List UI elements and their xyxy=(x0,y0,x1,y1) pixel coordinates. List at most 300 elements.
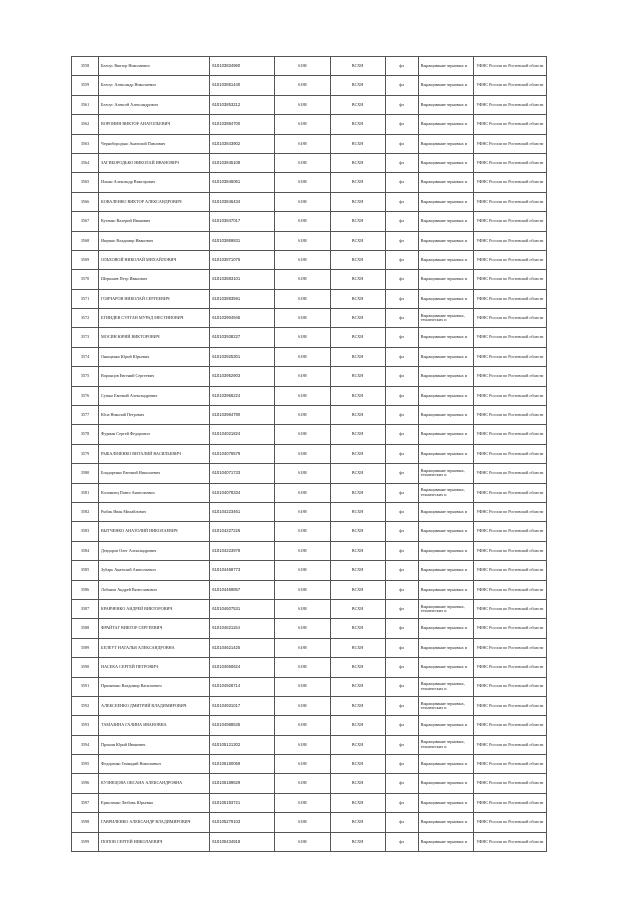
type-column: ВСХН xyxy=(351,237,364,243)
activity-description: Выращивание зерновых, технических и xyxy=(420,312,465,323)
tax-id-cell xyxy=(210,599,275,618)
code-column-cell xyxy=(275,755,330,774)
tax-authority: УФНС России по Ростовской области xyxy=(476,334,544,340)
tax-id: 610103871075 xyxy=(212,256,241,262)
row-number: 3562 xyxy=(80,121,90,127)
person-name-cell xyxy=(99,231,210,250)
table-row xyxy=(72,716,547,735)
type-column: ВСХН xyxy=(351,159,364,165)
table-row xyxy=(72,115,547,134)
code-column: 6188 xyxy=(298,218,307,224)
table-row xyxy=(72,561,547,580)
row-number: 3578 xyxy=(80,431,90,437)
tax-id: 610103938227 xyxy=(212,334,241,340)
person-name: ГОНЧАРОВ НИКОЛАЙ СЕРГЕЕВИЧ xyxy=(101,295,170,301)
person-type: фл xyxy=(399,140,404,146)
person-type: фл xyxy=(399,722,404,728)
table-row xyxy=(72,832,547,851)
type-column: ВСХН xyxy=(351,140,364,146)
code-column: 6188 xyxy=(298,159,307,165)
person-name-cell xyxy=(99,464,210,483)
row-number: 3599 xyxy=(80,838,90,844)
table-row xyxy=(72,347,547,366)
tax-id-cell xyxy=(210,561,275,580)
activity-description-cell xyxy=(418,464,473,483)
tax-id-cell xyxy=(210,328,275,347)
code-column: 6188 xyxy=(298,722,307,728)
type-column: ВСХН xyxy=(351,470,364,476)
type-column-cell xyxy=(330,134,385,153)
person-type: фл xyxy=(399,101,404,107)
row-number: 3587 xyxy=(80,605,90,611)
type-column: ВСХН xyxy=(351,392,364,398)
activity-description-cell xyxy=(418,561,473,580)
tax-id-cell xyxy=(210,76,275,95)
person-name: КОВАЛЕНКО ВИКТОР АЛЕКСАНДРОВИЧ xyxy=(101,198,182,204)
code-column: 6188 xyxy=(298,528,307,534)
type-column: ВСХН xyxy=(351,838,364,844)
table-row xyxy=(72,270,547,289)
code-column: 6188 xyxy=(298,140,307,146)
person-type-cell xyxy=(385,716,418,735)
row-number: 3586 xyxy=(80,586,90,592)
tax-id: 610104078334 xyxy=(212,489,241,495)
code-column: 6188 xyxy=(298,295,307,301)
person-name-cell xyxy=(99,483,210,502)
table-row xyxy=(72,658,547,677)
type-column: ВСХН xyxy=(351,62,364,68)
tax-id: 610105189629 xyxy=(212,780,241,786)
row-number: 3582 xyxy=(80,508,90,514)
activity-description-cell xyxy=(418,173,473,192)
row-number-cell xyxy=(72,444,99,463)
row-number-cell xyxy=(72,561,99,580)
person-name-cell xyxy=(99,347,210,366)
type-column: ВСХН xyxy=(351,644,364,650)
tax-authority: УФНС России по Ростовской области xyxy=(476,625,544,631)
tax-id-cell xyxy=(210,386,275,405)
person-name-cell xyxy=(99,832,210,851)
person-name-cell xyxy=(99,386,210,405)
tax-id: 610103893591 xyxy=(212,295,241,301)
person-type: фл xyxy=(399,761,404,767)
tax-authority-cell xyxy=(473,406,546,425)
row-number-cell xyxy=(72,774,99,793)
code-column: 6188 xyxy=(298,256,307,262)
row-number: 3591 xyxy=(80,683,90,689)
activity-description-cell xyxy=(418,619,473,638)
activity-description: Выращивание зерновых и xyxy=(420,276,467,282)
tax-authority: УФНС России по Ростовской области xyxy=(476,470,544,476)
code-column: 6188 xyxy=(298,761,307,767)
code-column: 6188 xyxy=(298,664,307,670)
person-type: фл xyxy=(399,373,404,379)
person-name: ФРАЙТАГ ВИКТОР СЕРГЕЕВИЧ xyxy=(101,625,163,631)
activity-description: Выращивание зерновых и xyxy=(420,780,467,786)
person-type-cell xyxy=(385,832,418,851)
type-column-cell xyxy=(330,580,385,599)
tax-authority: УФНС России по Ростовской области xyxy=(476,198,544,204)
person-name-cell xyxy=(99,367,210,386)
tax-authority-cell xyxy=(473,367,546,386)
person-type: фл xyxy=(399,276,404,282)
tax-id-cell xyxy=(210,115,275,134)
row-number: 3585 xyxy=(80,567,90,573)
type-column: ВСХН xyxy=(351,528,364,534)
code-column: 6188 xyxy=(298,489,307,495)
person-type: фл xyxy=(399,528,404,534)
type-column: ВСХН xyxy=(351,82,364,88)
type-column: ВСХН xyxy=(351,780,364,786)
tax-id: 610104223978 xyxy=(212,547,241,553)
code-column-cell xyxy=(275,541,330,560)
tax-authority-cell xyxy=(473,444,546,463)
tax-authority: УФНС России по Ростовской области xyxy=(476,315,544,321)
type-column-cell xyxy=(330,444,385,463)
row-number: 3575 xyxy=(80,373,90,379)
registry-table-body xyxy=(72,57,547,852)
person-type: фл xyxy=(399,218,404,224)
code-column-cell xyxy=(275,735,330,754)
table-row xyxy=(72,638,547,657)
type-column-cell xyxy=(330,406,385,425)
person-name-cell xyxy=(99,677,210,696)
tax-id: 610104076579 xyxy=(212,450,241,456)
table-row xyxy=(72,192,547,211)
tax-id: 610103884700 xyxy=(212,121,241,127)
tax-authority: УФНС России по Ростовской области xyxy=(476,353,544,359)
activity-description: Выращивание зерновых и xyxy=(420,218,467,224)
type-column-cell xyxy=(330,522,385,541)
row-number-cell xyxy=(72,367,99,386)
code-column-cell xyxy=(275,406,330,425)
row-number-cell xyxy=(72,638,99,657)
person-type: фл xyxy=(399,470,404,476)
table-row xyxy=(72,444,547,463)
person-name: Рыбак Иван Михайлович xyxy=(101,508,146,514)
type-column: ВСХН xyxy=(351,702,364,708)
type-column-cell xyxy=(330,212,385,231)
tax-authority-cell xyxy=(473,464,546,483)
tax-id: 610104621425 xyxy=(212,644,241,650)
type-column: ВСХН xyxy=(351,489,364,495)
row-number: 3566 xyxy=(80,198,90,204)
activity-description-cell xyxy=(418,774,473,793)
code-column-cell xyxy=(275,192,330,211)
row-number: 3583 xyxy=(80,528,90,534)
person-name-cell xyxy=(99,813,210,832)
row-number: 3561 xyxy=(80,101,90,107)
person-type: фл xyxy=(399,702,404,708)
code-column: 6188 xyxy=(298,450,307,456)
person-type-cell xyxy=(385,483,418,502)
table-row xyxy=(72,483,547,502)
person-name-cell xyxy=(99,406,210,425)
activity-description: Выращивание зерновых и xyxy=(420,838,467,844)
code-column: 6188 xyxy=(298,353,307,359)
code-column: 6188 xyxy=(298,586,307,592)
person-type-cell xyxy=(385,173,418,192)
type-column-cell xyxy=(330,464,385,483)
type-column: ВСХН xyxy=(351,625,364,631)
activity-description-cell xyxy=(418,425,473,444)
tax-authority-cell xyxy=(473,638,546,657)
tax-authority: УФНС России по Ростовской области xyxy=(476,702,544,708)
code-column-cell xyxy=(275,561,330,580)
tax-id-cell xyxy=(210,502,275,521)
activity-description: Выращивание зерновых и xyxy=(420,295,467,301)
tax-id: 610104071733 xyxy=(212,470,241,476)
tax-id: 610104021824 xyxy=(212,431,241,437)
tax-id-cell xyxy=(210,793,275,812)
table-row xyxy=(72,580,547,599)
type-column: ВСХН xyxy=(351,431,364,437)
activity-description: Выращивание зерновых, технических и xyxy=(420,700,465,711)
type-column-cell xyxy=(330,696,385,715)
person-name-cell xyxy=(99,425,210,444)
tax-authority: УФНС России по Ростовской области xyxy=(476,179,544,185)
person-type-cell xyxy=(385,212,418,231)
tax-authority: УФНС России по Ростовской области xyxy=(476,780,544,786)
type-column-cell xyxy=(330,425,385,444)
type-column: ВСХН xyxy=(351,819,364,825)
person-type: фл xyxy=(399,412,404,418)
activity-description: Выращивание зерновых и xyxy=(420,353,467,359)
tax-authority-cell xyxy=(473,270,546,289)
activity-description-cell xyxy=(418,309,473,328)
type-column-cell xyxy=(330,677,385,696)
code-column: 6188 xyxy=(298,799,307,805)
activity-description: Выращивание зерновых, технических и xyxy=(420,739,465,749)
person-name: ТАМАЗИНА ГАЛИНА ИВАНОВНА xyxy=(101,722,167,728)
activity-description-cell xyxy=(418,599,473,618)
tax-id-cell xyxy=(210,677,275,696)
code-column-cell xyxy=(275,677,330,696)
activity-description: Выращивание зерновых, технических и xyxy=(420,487,465,497)
person-name: Ермоленко Любовь Юрьевна xyxy=(101,799,153,805)
tax-authority: УФНС России по Ростовской области xyxy=(476,82,544,88)
tax-id-cell xyxy=(210,367,275,386)
activity-description-cell xyxy=(418,212,473,231)
activity-description: Выращивание зерновых и xyxy=(420,664,467,670)
activity-description-cell xyxy=(418,270,473,289)
code-column-cell xyxy=(275,599,330,618)
table-row xyxy=(72,793,547,812)
row-number: 3559 xyxy=(80,82,90,88)
code-column-cell xyxy=(275,367,330,386)
table-row xyxy=(72,502,547,521)
code-column-cell xyxy=(275,716,330,735)
activity-description: Выращивание зерновых, технических и xyxy=(420,681,465,691)
person-type-cell xyxy=(385,502,418,521)
type-column: ВСХН xyxy=(351,683,364,689)
type-column-cell xyxy=(330,367,385,386)
code-column-cell xyxy=(275,212,330,231)
row-number-cell xyxy=(72,658,99,677)
person-name: Пряхненко Владимир Васильевич xyxy=(101,683,162,689)
code-column-cell xyxy=(275,813,330,832)
tax-authority-cell xyxy=(473,328,546,347)
tax-id-cell xyxy=(210,134,275,153)
type-column: ВСХН xyxy=(351,373,364,379)
person-name-cell xyxy=(99,192,210,211)
tax-id: 610104931017 xyxy=(212,702,241,708)
code-column: 6188 xyxy=(298,412,307,418)
type-column-cell xyxy=(330,813,385,832)
row-number: 3563 xyxy=(80,140,90,146)
type-column-cell xyxy=(330,192,385,211)
table-row xyxy=(72,735,547,754)
person-name: КРАВЧЕНКО АНДРЕЙ ВИКТОРОВИЧ xyxy=(101,605,173,611)
person-name: Кутенко Валерий Иванович xyxy=(101,218,151,224)
row-number-cell xyxy=(72,716,99,735)
table-row xyxy=(72,386,547,405)
tax-authority-cell xyxy=(473,425,546,444)
person-name: Онищенко Юрий Юрьевич xyxy=(101,353,150,359)
activity-description-cell xyxy=(418,483,473,502)
activity-description-cell xyxy=(418,716,473,735)
type-column-cell xyxy=(330,716,385,735)
person-type: фл xyxy=(399,567,404,573)
code-column-cell xyxy=(275,425,330,444)
table-row xyxy=(72,599,547,618)
row-number: 3574 xyxy=(80,353,90,359)
person-type: фл xyxy=(399,82,404,88)
tax-id-cell xyxy=(210,425,275,444)
tax-authority-cell xyxy=(473,813,546,832)
type-column-cell xyxy=(330,76,385,95)
type-column-cell xyxy=(330,561,385,580)
person-type-cell xyxy=(385,619,418,638)
row-number-cell xyxy=(72,250,99,269)
table-row xyxy=(72,425,547,444)
code-column-cell xyxy=(275,444,330,463)
row-number: 3570 xyxy=(80,276,90,282)
row-number-cell xyxy=(72,522,99,541)
person-type-cell xyxy=(385,309,418,328)
row-number-cell xyxy=(72,541,99,560)
tax-authority: УФНС России по Ростовской области xyxy=(476,373,544,379)
person-type: фл xyxy=(399,159,404,165)
activity-description-cell xyxy=(418,347,473,366)
type-column: ВСХН xyxy=(351,218,364,224)
activity-description-cell xyxy=(418,638,473,657)
row-number-cell xyxy=(72,115,99,134)
activity-description: Выращивание зерновых и xyxy=(420,412,467,418)
code-column-cell xyxy=(275,696,330,715)
row-number: 3596 xyxy=(80,780,90,786)
tax-id-cell xyxy=(210,716,275,735)
tax-authority-cell xyxy=(473,483,546,502)
tax-authority-cell xyxy=(473,115,546,134)
person-name: БЕЛЕУТ НАТАЛЬЯ АЛЕКСАНДРОВНА xyxy=(101,644,175,650)
person-name: Белоус Виктор Николаевич xyxy=(101,62,150,68)
person-type-cell xyxy=(385,735,418,754)
person-name-cell xyxy=(99,755,210,774)
person-type: фл xyxy=(399,605,404,611)
tax-id: 610103851440 xyxy=(212,82,241,88)
person-type: фл xyxy=(399,664,404,670)
person-name-cell xyxy=(99,580,210,599)
person-name: РЫБАЛЬЧЕНКО ВИТАЛИЙ ВАСИЛЬЕВИЧ xyxy=(101,450,181,456)
person-type: фл xyxy=(399,62,404,68)
row-number-cell xyxy=(72,677,99,696)
person-type-cell xyxy=(385,677,418,696)
tax-id: 610104223461 xyxy=(212,508,241,514)
person-type-cell xyxy=(385,658,418,677)
person-type-cell xyxy=(385,328,418,347)
activity-description: Выращивание зерновых и xyxy=(420,567,467,573)
row-number: 3584 xyxy=(80,547,90,553)
person-type-cell xyxy=(385,115,418,134)
person-name: ЗАГИБОРОДЬКО НИКОЛАЙ ИВАНОВИЧ xyxy=(101,159,179,165)
tax-authority: УФНС России по Ростовской области xyxy=(476,450,544,456)
code-column-cell xyxy=(275,57,330,76)
row-number: 3572 xyxy=(80,315,90,321)
row-number: 3577 xyxy=(80,412,90,418)
person-type: фл xyxy=(399,431,404,437)
tax-authority: УФНС России по Ростовской области xyxy=(476,431,544,437)
tax-authority-cell xyxy=(473,541,546,560)
person-name: ПОПОВ СЕРГЕЙ НИКОЛАЕВИЧ xyxy=(101,838,163,844)
type-column: ВСХН xyxy=(351,198,364,204)
type-column-cell xyxy=(330,541,385,560)
tax-id: 610105434918 xyxy=(212,838,241,844)
type-column: ВСХН xyxy=(351,741,364,747)
tax-authority-cell xyxy=(473,347,546,366)
type-column-cell xyxy=(330,735,385,754)
code-column: 6188 xyxy=(298,644,307,650)
activity-description: Выращивание зерновых, технических и xyxy=(420,603,465,614)
tax-id: 610103952903 xyxy=(212,373,241,379)
table-row xyxy=(72,813,547,832)
type-column-cell xyxy=(330,774,385,793)
activity-description-cell xyxy=(418,444,473,463)
row-number: 3558 xyxy=(80,62,90,68)
row-number: 3592 xyxy=(80,702,90,708)
tax-id: 610103843902 xyxy=(212,140,241,146)
tax-id: 610103869831 xyxy=(212,237,241,243)
code-column-cell xyxy=(275,347,330,366)
tax-authority: УФНС России по Ростовской области xyxy=(476,508,544,514)
person-name: МОСИН ЮРИЙ ВИКТОРОВИЧ xyxy=(101,334,160,340)
code-column-cell xyxy=(275,134,330,153)
table-row xyxy=(72,677,547,696)
code-column: 6188 xyxy=(298,392,307,398)
code-column: 6188 xyxy=(298,315,307,321)
person-name-cell xyxy=(99,561,210,580)
table-row xyxy=(72,134,547,153)
person-name-cell xyxy=(99,309,210,328)
activity-description: Выращивание зерновых и xyxy=(420,121,467,127)
tax-id: 610104650624 xyxy=(212,664,241,670)
tax-id: 610104227226 xyxy=(212,528,241,534)
type-column: ВСХН xyxy=(351,567,364,573)
row-number: 3573 xyxy=(80,334,90,340)
type-column: ВСХН xyxy=(351,799,364,805)
tax-id-cell xyxy=(210,347,275,366)
person-type: фл xyxy=(399,683,404,689)
person-name-cell xyxy=(99,270,210,289)
type-column: ВСХН xyxy=(351,334,364,340)
activity-description-cell xyxy=(418,231,473,250)
activity-description: Выращивание зерновых и xyxy=(420,431,467,437)
tax-authority: УФНС России по Ростовской области xyxy=(476,295,544,301)
person-name: ВОРОНИН ВИКТОР АНАТОЛЬЕВИЧ xyxy=(101,121,171,127)
row-number: 3580 xyxy=(80,470,90,476)
tax-authority-cell xyxy=(473,386,546,405)
tax-authority-cell xyxy=(473,522,546,541)
